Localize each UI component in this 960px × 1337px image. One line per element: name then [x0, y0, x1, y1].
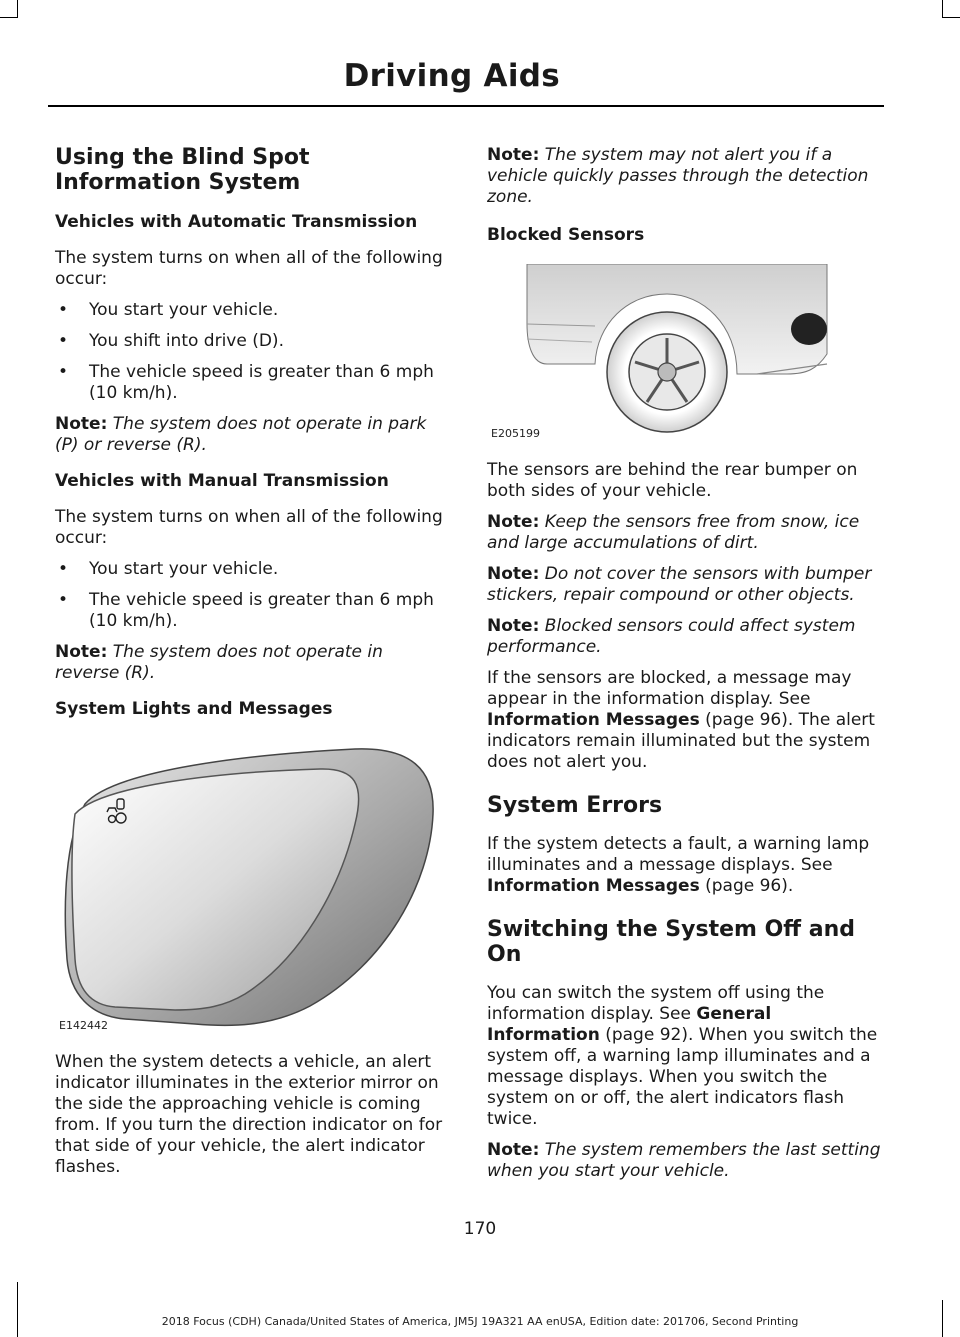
- right-column: [487, 145, 883, 1192]
- paragraph-sensor-location: The sensors are behind the rear bumper on both sides of your vehicle.: [487, 460, 858, 501]
- list-item: • You shift into drive (D).: [58, 331, 284, 351]
- page-title: Driving Aids: [343, 58, 560, 94]
- bullet: •: [58, 331, 69, 351]
- bullet: •: [58, 300, 69, 320]
- heading-system-lights: System Lights and Messages: [55, 699, 333, 719]
- bullet: •: [58, 590, 69, 610]
- paragraph-manual-intro: The system turns on when all of the following occur:: [55, 507, 443, 548]
- crop-mark: [17, 0, 18, 18]
- list-item: • You start your vehicle.: [58, 559, 279, 579]
- auto-conditions-list: [55, 300, 451, 404]
- footer-edition-info: 2018 Focus (CDH) Canada/United States of America, JM5J 19A321 AA enUSA, Edition date: 201706, Second Printing: [161, 1315, 799, 1328]
- note-manual: Note: The system does not operate in reverse (R).: [55, 642, 383, 683]
- note-remember-setting: Note: The system remembers the last setting when you start your vehicle.: [487, 1140, 881, 1181]
- xref-general-information[interactable]: General Information: [487, 1004, 772, 1045]
- heading-manual-transmission: Vehicles with Manual Transmission: [55, 471, 389, 491]
- paragraph-switching-system: You can switch the system off using the information display. See General Information (page 92). When you switch the system off, a warning lamp illuminates and a message displays. When you switch the system on or off, the alert indicators flash twice.: [487, 983, 878, 1129]
- heading-using-blind-spot: Using the Blind Spot Information System: [55, 145, 310, 195]
- heading-switching-system: Switching the System Off and On: [487, 917, 856, 967]
- heading-automatic-transmission: Vehicles with Automatic Transmission: [55, 212, 418, 232]
- list-item: • The vehicle speed is greater than 6 mph (10 km/h).: [58, 362, 434, 403]
- mirror-figure: [55, 744, 451, 1036]
- left-column: [55, 145, 451, 1188]
- crop-mark: [17, 1282, 18, 1337]
- note-blocked-performance: Note: Blocked sensors could affect system performance.: [487, 616, 856, 657]
- rear-bumper-illustration: [487, 264, 883, 444]
- header-rule: [48, 105, 884, 107]
- note-do-not-cover: Note: Do not cover the sensors with bumper stickers, repair compound or other objects.: [487, 564, 872, 605]
- xref-information-messages[interactable]: Information Messages: [487, 710, 700, 730]
- figure-code: E142442: [59, 1019, 108, 1032]
- crop-mark: [942, 17, 960, 18]
- note-auto: Note: The system does not operate in park (P) or reverse (R).: [55, 414, 427, 455]
- crop-mark: [942, 0, 943, 18]
- list-item: • The vehicle speed is greater than 6 mph (10 km/h).: [58, 590, 434, 631]
- bumper-figure: [487, 264, 883, 444]
- heading-system-errors: System Errors: [487, 793, 663, 818]
- paragraph-system-errors: If the system detects a fault, a warning lamp illuminates and a message displays. See Information Messages (page 96).: [487, 834, 870, 896]
- paragraph-auto-intro: The system turns on when all of the following occur:: [55, 248, 443, 289]
- paragraph-blocked-message: If the sensors are blocked, a message may appear in the information display. See Information Messages (page 96). The alert indicators remain illuminated but the system does not alert you.: [487, 668, 875, 772]
- list-item: • You start your vehicle.: [58, 300, 279, 320]
- crop-mark: [0, 17, 18, 18]
- figure-code: E205199: [491, 427, 540, 440]
- paragraph-mirror-alert: When the system detects a vehicle, an alert indicator illuminates in the exterior mirror on the side the approaching vehicle is coming from. If you turn the direction indicator on for that side of your vehicle, the alert indicator flashes.: [55, 1052, 443, 1177]
- heading-blocked-sensors: Blocked Sensors: [487, 225, 645, 245]
- xref-information-messages[interactable]: Information Messages: [487, 876, 700, 896]
- bullet: •: [58, 362, 69, 382]
- manual-conditions-list: [55, 559, 451, 632]
- bullet: •: [58, 559, 69, 579]
- note-snow-ice: Note: Keep the sensors free from snow, ice and large accumulations of dirt.: [487, 512, 860, 553]
- page-number: 170: [463, 1219, 497, 1239]
- note-quick-pass: Note: The system may not alert you if a vehicle quickly passes through the detection zone.: [487, 145, 869, 207]
- exterior-mirror-illustration: [55, 744, 451, 1036]
